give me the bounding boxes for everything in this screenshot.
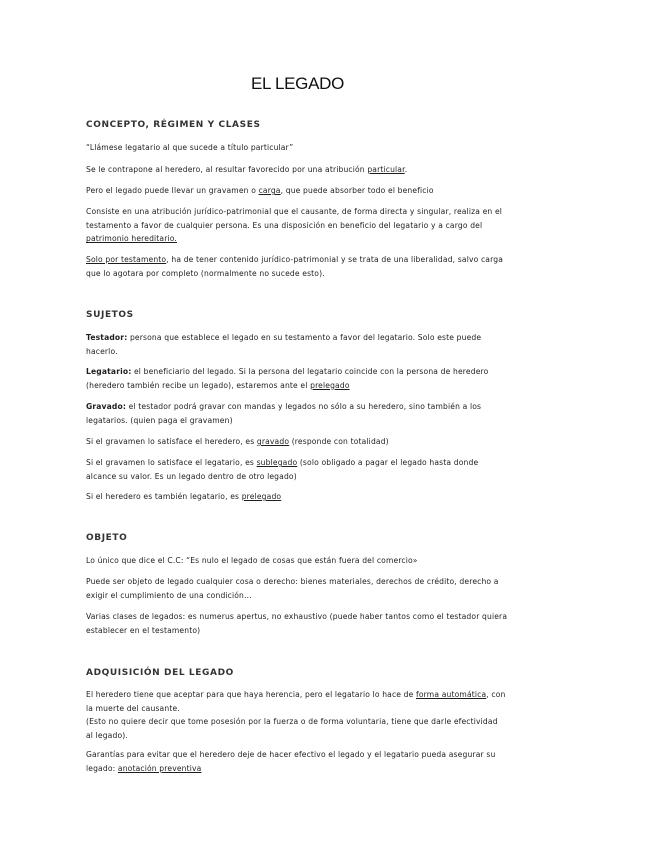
text-segment: “Llámese legatario al que sucede a título particular” — [86, 143, 294, 152]
underlined-term: sublegado — [256, 458, 298, 467]
text-segment: Puede ser objeto de legado cualquier cosa o derecho: bienes materiales, derechos de crédito, derecho a exigir el cumplimiento de una condición… — [86, 577, 499, 600]
paragraph — [86, 205, 526, 246]
text-segment: Si el gravamen lo satisface el heredero, es — [86, 437, 257, 446]
section-heading: ADQUISICIÓN DEL LEGADO — [86, 668, 234, 678]
paragraph — [86, 184, 526, 198]
text-segment: Pero el legado puede llevar un gravamen o — [86, 186, 259, 195]
term-label: Testador: — [86, 333, 128, 342]
text-segment: . — [404, 165, 408, 174]
paragraph — [86, 331, 526, 358]
paragraph — [86, 575, 526, 602]
paragraph — [86, 253, 526, 280]
text-segment: Garantías para evitar que el heredero deje de hacer efectivo el legado y el legatario pueda asegurar su legado: — [86, 750, 496, 773]
text-segment: el beneficiario del legado. Si la persona del legatario coincide con la persona de heredero (heredero también recibe un legado), estaremos ante el — [86, 367, 489, 390]
underlined-term: patrimonio hereditario. — [86, 234, 177, 244]
section-heading: CONCEPTO, RÉGIMEN Y CLASES — [86, 120, 261, 130]
underlined-term: prelegado — [310, 380, 350, 390]
text-segment: (solo obligado a pagar el legado hasta donde alcance su valor. Es un legado dentro de otro legado) — [86, 458, 479, 481]
paragraph — [86, 490, 526, 504]
text-segment: Varias clases de legados: es numerus apertus, no exhaustivo (puede haber tantos como el testador quiera establecer en el testamento) — [86, 612, 508, 635]
paragraph — [86, 748, 526, 775]
text-segment: , ha de tener contenido jurídico-patrimonial y se trata de una liberalidad, salvo carga que lo agotara por completo (normalmente no sucede esto). — [86, 255, 504, 278]
text-segment: persona que establece el legado en su testamento a favor del legatario. Solo este puede hacerlo. — [86, 333, 482, 356]
term-label: Gravado: — [86, 402, 127, 411]
text-segment: Si el heredero es también legatario, es — [86, 492, 242, 501]
paragraph — [86, 141, 526, 155]
underlined-term: anotación preventiva — [117, 763, 202, 773]
text-segment: Si el gravamen lo satisface el legatario, es — [86, 458, 257, 467]
text-segment: Se le contrapone al heredero, al resultar favorecido por una atribución — [86, 165, 368, 174]
document-title: EL LEGADO — [250, 74, 345, 93]
text-segment: (responde con totalidad) — [289, 437, 389, 446]
term-label: Legatario: — [86, 367, 132, 376]
section-heading: OBJETO — [86, 533, 128, 543]
underlined-term: prelegado — [241, 492, 282, 501]
paragraph — [86, 554, 526, 568]
paragraph — [86, 400, 526, 427]
paragraph — [86, 456, 526, 483]
paragraph — [86, 688, 526, 742]
paragraph — [86, 435, 526, 449]
section-heading: SUJETOS — [86, 310, 134, 320]
underlined-term: forma automática — [416, 690, 487, 699]
underlined-term: Solo por testamento — [86, 255, 167, 264]
paragraph — [86, 610, 526, 637]
text-segment: el testador podrá gravar con mandas y legados no sólo a su heredero, sino también a los legatarios. (quien paga el gravamen) — [86, 402, 482, 425]
text-segment: Consiste en una atribución jurídico-patrimonial que el causante, de forma directa y singular, realiza en el testamento a favor de cualquier persona. Es una disposición en beneficio del legatario y a cargo del — [86, 207, 503, 230]
text-segment: , con la muerte del causante. (Esto no quiere decir que tome posesión por la fuerza o de forma voluntaria, tiene que darle efectividad al legado). — [86, 690, 506, 740]
text-segment: El heredero tiene que aceptar para que haya herencia, pero el legatario lo hace de — [86, 690, 417, 699]
text-segment: Lo único que dice el C.C: “Es nulo el legado de cosas que están fuera del comercio» — [86, 556, 418, 565]
underlined-term: carga — [258, 186, 281, 195]
underlined-term: particular — [367, 165, 405, 174]
text-segment: , que puede absorber todo el beneficio — [280, 186, 434, 195]
paragraph — [86, 365, 526, 392]
paragraph — [86, 163, 526, 177]
underlined-term: gravado — [256, 437, 290, 446]
